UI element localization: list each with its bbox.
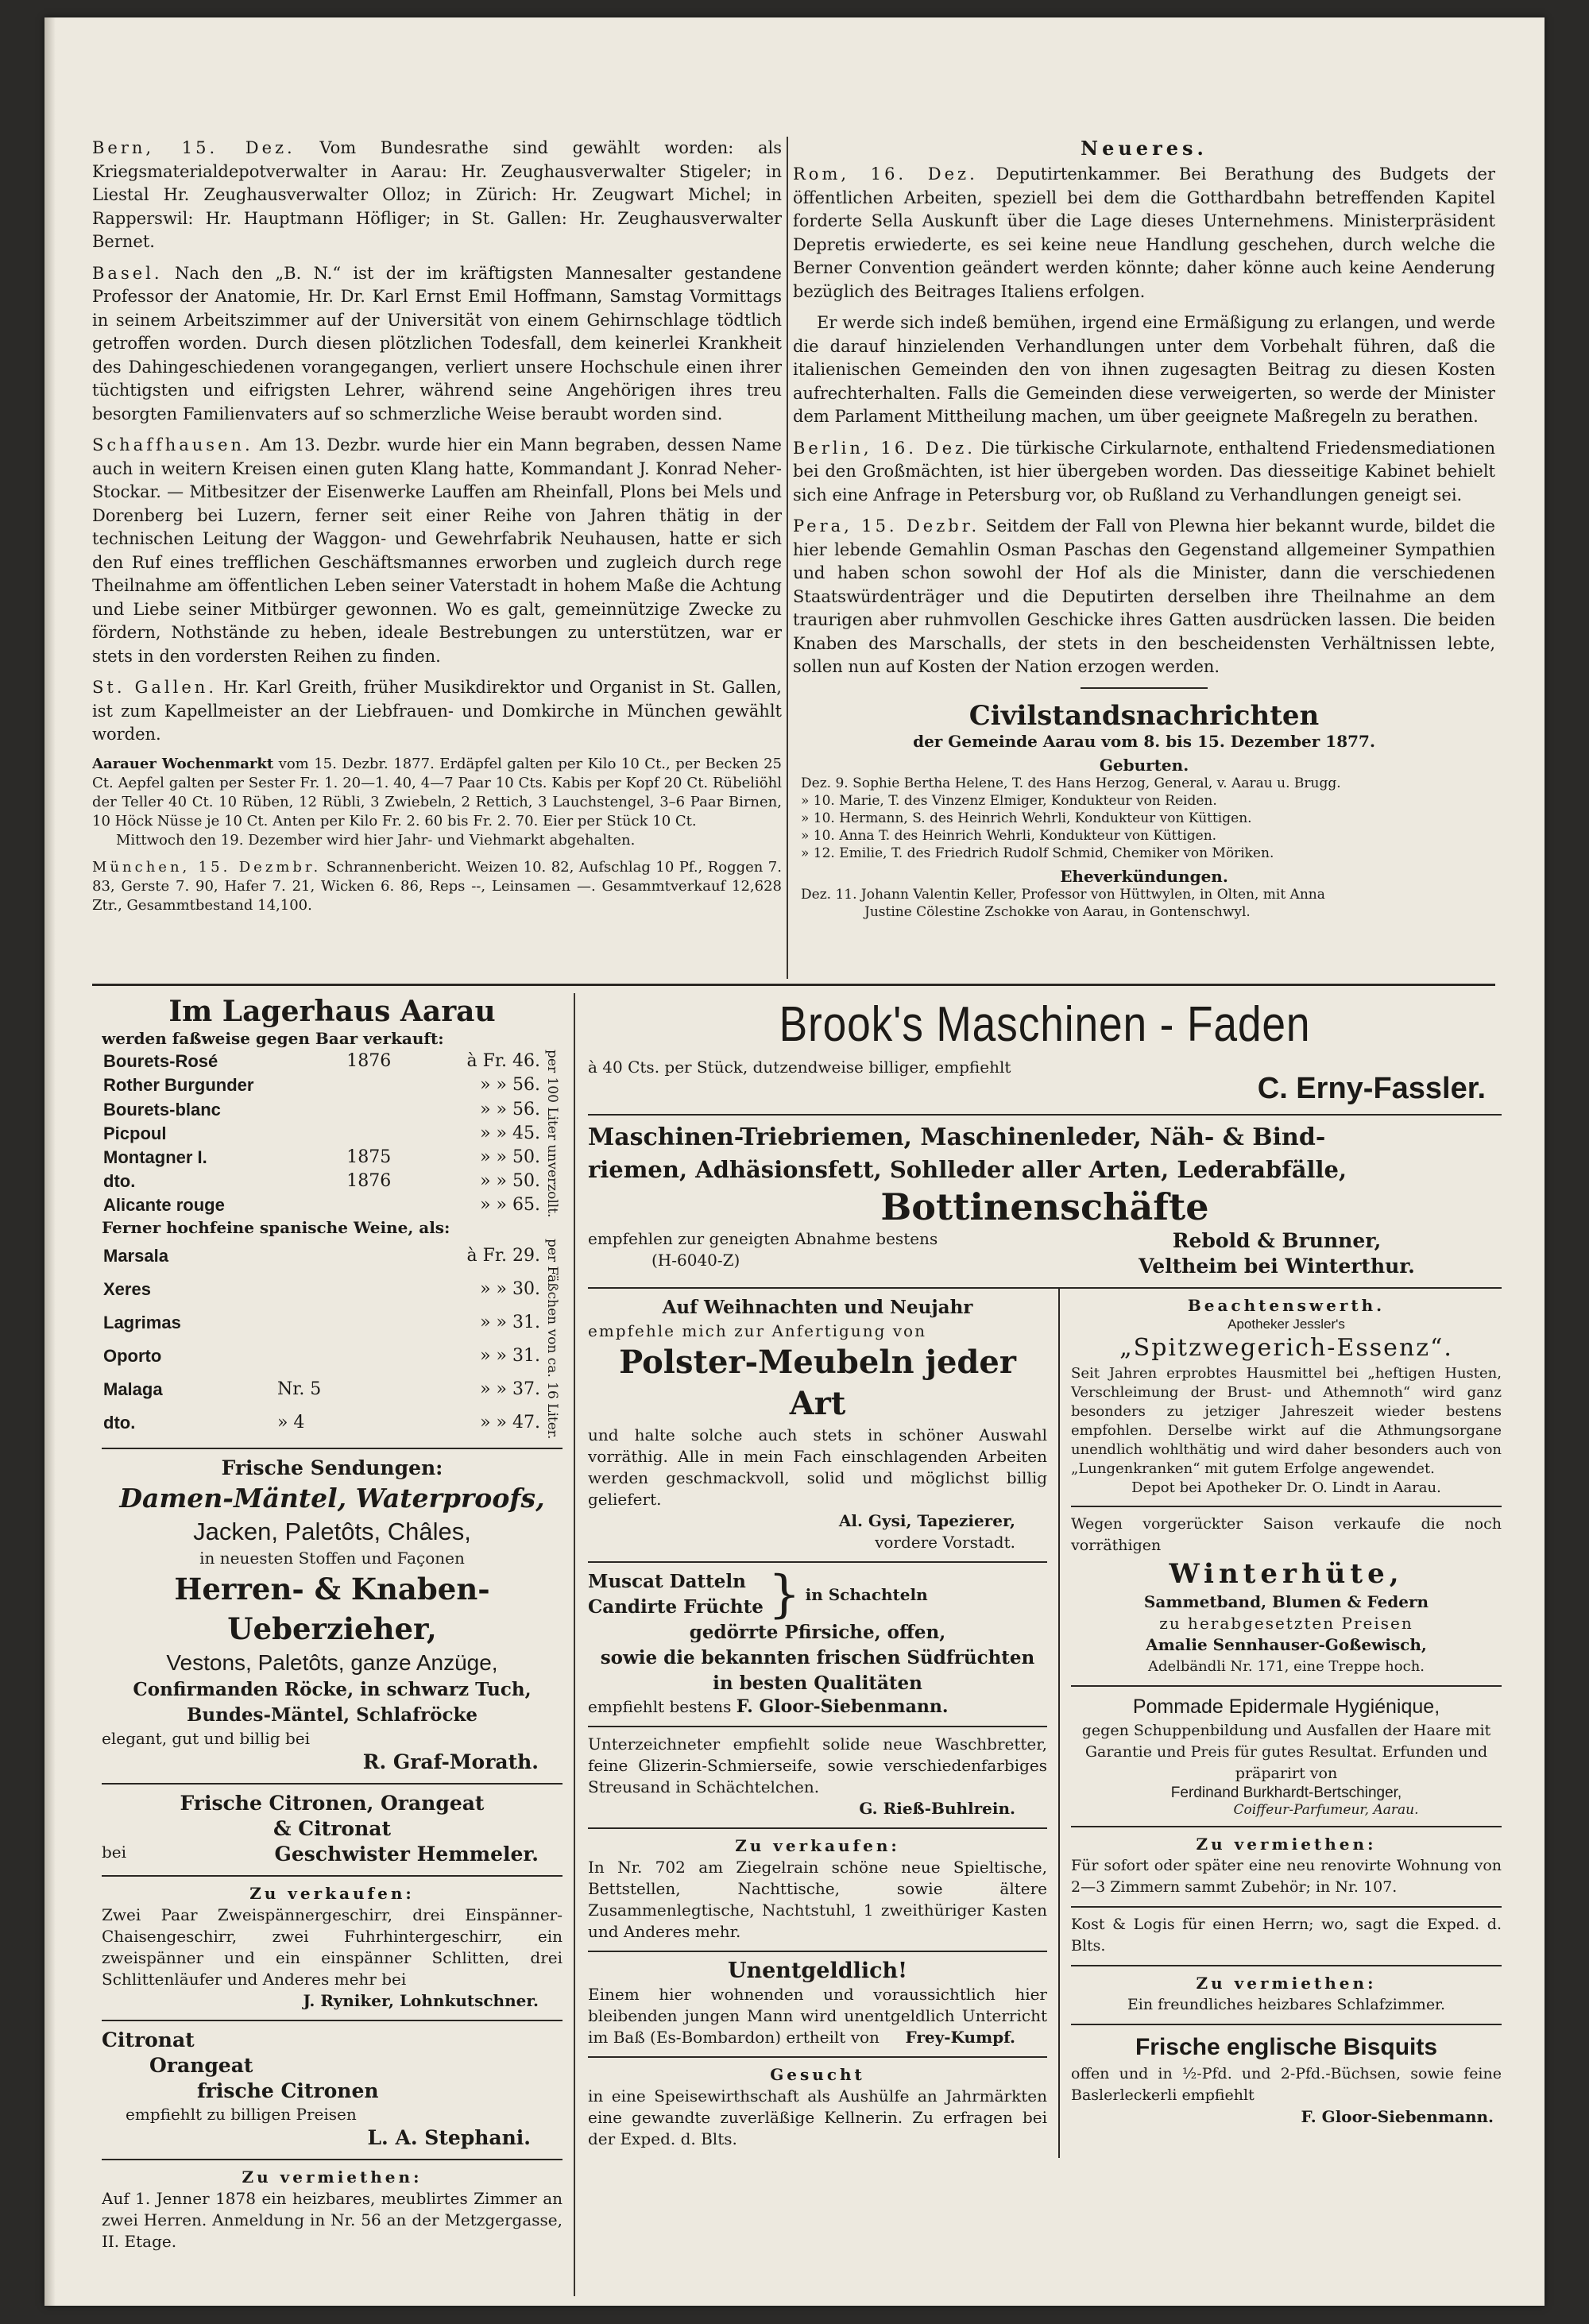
ad-frey-kumpf [588, 1952, 1047, 2058]
dateline: Bern, 15. Dez. [92, 138, 296, 157]
birth-entry: » 10. Anna T. des Heinrich Wehrli, Kondukteur von Küttigen. [801, 827, 1217, 844]
wine-row [102, 1170, 542, 1193]
wine-year: 1876 [346, 1171, 392, 1192]
wine-year [276, 1273, 377, 1306]
ad-graf-morath [102, 1449, 563, 1785]
column-rule [574, 993, 575, 2296]
ad-line: frische Citronen [197, 2078, 379, 2102]
news-item-rom [793, 163, 1495, 304]
news-text: Die türkische Cirkularnote, enthaltend Friedensmediationen bei den Großmächten, ist hier übergeben worden. Das diesseitige Kabinet behielt sich eine Anfrage in Petersburg vor, ob Rußland zu Verhandlungen geneigt sei. [793, 438, 1495, 505]
wine-year [345, 1122, 420, 1146]
ad-heading: Unentgeldlich! [727, 1959, 908, 1983]
wine-year [345, 1193, 420, 1217]
wine-note [542, 1239, 563, 1439]
news-text: Hr. Karl Greith, früher Musikdirektor und Organist in St. Gallen, ist zum Kapellmeister an der Liebfrauen- und Domkirche in München gewählt worden. [92, 678, 782, 744]
wine-price: » » 65. [480, 1195, 540, 1216]
ad-schlafzimmer [1071, 1966, 1502, 2025]
news-item-basel [92, 262, 782, 427]
news-item-bern [92, 137, 782, 254]
ad-line: Candirte Früchte [588, 1596, 764, 1618]
wine-row [102, 1373, 542, 1406]
ad-line: Vestons, Paletôts, ganze Anzüge, [166, 1649, 498, 1675]
marriage-entry: Dez. 11. Johann Valentin Keller, Professor von Hüttwylen, in Olten, mit Anna [801, 886, 1325, 903]
wine-price: » » 37. [480, 1379, 540, 1399]
wine-name: dto. [103, 1412, 136, 1433]
ad-title: Pommade Epidermale Hygiénique, [1132, 1696, 1440, 1718]
ad-text: Seit Jahren erprobtes Hausmittel bei „heftigen Husten, Verschleimung der Brust- und Athemnoth“ wird ganz besonders zu jetziger Jahreszeit wieder bestens empfohlen. Derselbe wirkt auf die Athmungsorgane unendlich wohlthätig und wird daher besonders auch von „Lungenkranken“ mit gutem Erfolge angewendet. [1071, 1365, 1502, 1477]
ad-text: Zwei Paar Zweispännergeschirr, drei Einspänner-Chaisengeschirr, zwei Fuhrhintergeschirr, ein zweispänner und ein einspänner Schlitten, drei Schlittenläufer und Anderes mehr bei [102, 1904, 563, 1989]
ad-column-left [102, 993, 563, 2296]
news-text: Vom Bundesrathe sind gewählt worden: als Kriegsmaterialdepotverwalter in Aarau: Hr. Zeughausverwalter Stigeler; in Liestal Hr. Zeughausverwalter Olloz; in Zürich: Hr. Zeugwart Michel; in Rapperswil: Hr. Hauptmann Höfliger; in St. Gallen: Hr. Zeughausverwalter Bernet. [92, 138, 782, 251]
wine-price: » » 50. [480, 1171, 540, 1192]
wine-price: » » 30. [480, 1278, 540, 1299]
wine-row [102, 1239, 542, 1272]
ad-heading: Zu verkaufen: [735, 1836, 900, 1855]
newspaper-page [44, 17, 1545, 2306]
wine-price: » » 31. [480, 1345, 540, 1366]
wine-price: » » 50. [480, 1147, 540, 1167]
wine-name: Malaga [103, 1379, 163, 1399]
ad-text: empfehlen zur geneigten Abnahme bestens [588, 1229, 938, 1248]
ad-heading: Frische Sendungen: [221, 1456, 443, 1479]
ad-text: in eine Speisewirthschaft als Aushülfe an Jahrmärkten eine gewandte zuverläßige Kellnerin. Zu erfragen bei der Exped. d. Blts. [588, 2086, 1047, 2148]
ad-signature: Amalie Sennhauser-Goßewisch, [1146, 1635, 1427, 1654]
ad-subtitle: Coiffeur-Parfumeur, Aarau. [1233, 1802, 1419, 1818]
birth-entry: Dez. 9. Sophie Bertha Helene, T. des Hans Herzog, General, v. Aarau u. Brugg. [801, 775, 1341, 791]
ad-word: bei [102, 1842, 127, 1862]
ad-text: offen und in ½-Pfd. und 2-Pfd.-Büchsen, sowie feine Baslerleckerli empfiehlt [1071, 2065, 1502, 2104]
note-text: per Fäßchen von ca. 16 Liter. [544, 1239, 560, 1440]
marriage-entry: Justine Cölestine Zschokke von Aarau, in Gontenschwyl. [864, 903, 1251, 920]
ad-signature: Al. Gysi, Tapezierer, [838, 1511, 1015, 1530]
wine-year [345, 1073, 420, 1097]
market-title: Aarauer Wochenmarkt [92, 755, 274, 772]
wine-year: 1876 [346, 1051, 392, 1072]
ad-title: Frische englische Bisquits [1135, 2034, 1438, 2060]
ad-signature: F. Gloor-Siebenmann. [1301, 2107, 1494, 2126]
ad-line: Orangeat [149, 2053, 253, 2077]
wine-name: Picpoul [103, 1123, 167, 1143]
ad-signature: Veltheim bei Winterthur. [1139, 1255, 1415, 1278]
wine-note [542, 1050, 563, 1217]
column-rule [1058, 1289, 1060, 2158]
birth-entry: » 12. Emilie, T. des Friedrich Rudolf Schmid, Chemiker von Möriken. [801, 845, 1274, 861]
ad-line: Herren- & Knaben-Ueberzieher, [174, 1571, 490, 1646]
ad-signature: R. Graf-Morath. [362, 1750, 539, 1773]
ad-lagerhaus [102, 993, 563, 1449]
wine-year: » 4 [276, 1412, 305, 1433]
wine-row [102, 1073, 542, 1097]
ad-subcolumn-right [1071, 1289, 1502, 2158]
ad-heading: Zu verkaufen: [249, 1883, 415, 1903]
ad-line: empfiehlt zu billigen Preisen [126, 2104, 357, 2124]
wine-row [102, 1122, 542, 1146]
dateline: Schaffhausen. [92, 435, 253, 454]
divider [1081, 687, 1208, 689]
ad-hemmeler [102, 1785, 563, 1877]
ad-heading: Zu vermiethen: [1196, 1835, 1377, 1854]
ad-heading: Gesucht [770, 2065, 865, 2084]
ad-intro: werden faßweise gegen Baar verkauft: [102, 1029, 444, 1048]
wine-year [276, 1306, 377, 1340]
ad-line: Muscat Datteln [588, 1571, 746, 1592]
ad-text: Kost & Logis für einen Herrn; wo, sagt die Exped. d. Blts. [1071, 1916, 1502, 1955]
section-divider [92, 984, 1495, 986]
ad-line: Jacken, Paletôts, Châles, [193, 1517, 471, 1545]
ad-text: und halte solche auch stets in schöner Auswahl vorräthig. Alle in mein Fach einschlagenden Arbeiten werden geschmackvoll, solid und möglichst billig geliefert. [588, 1425, 1047, 1509]
news-item-schaffhausen [92, 434, 782, 668]
ad-gesucht-kellnerin [588, 2058, 1047, 2158]
ad-sennhauser [1071, 1507, 1502, 1687]
ad-address: vordere Vorstadt. [875, 1533, 1015, 1552]
ad-text: Ein freundliches heizbares Schlafzimmer. [1127, 1996, 1446, 2013]
ad-signature: F. Gloor-Siebenmann. [736, 1696, 949, 1717]
spanish-wine-table [102, 1239, 542, 1439]
ad-signature-row [102, 1842, 563, 1867]
ad-heading: Auf Weihnachten und Neujahr [662, 1297, 973, 1318]
wine-name: Montagner I. [103, 1147, 207, 1167]
ad-text: Auf 1. Jenner 1878 ein heizbares, meublirtes Zimmer an zwei Herren. Anmeldung in Nr. 56 an der Metzgergasse, II. Etage. [102, 2188, 563, 2251]
wine-year: Nr. 5 [276, 1379, 322, 1399]
ad-jessler [1071, 1289, 1502, 1507]
ad-brook [588, 993, 1502, 1116]
ad-text: In Nr. 702 am Ziegelrain schöne neue Spieltische, Bettstellen, Nachttische, sowie ältere Zusammenlegtische, Nachtstuhl, 1 zweithüriger Kasten und Anderes mehr. [588, 1858, 1047, 1941]
market-text: vom 15. Dezbr. 1877. Erdäpfel galten per Kilo 10 Ct., per Becken 25 Ct. Aepfel galten per Sester Fr. 1. 20—1. 40, 4—7 Paar 10 Cts. Kabis per Kopf 20 Ct. Rübeliöhl der Teller 40 Ct. 10 Rüben, 12 Rübli, 3 Zwiebeln, 2 Rettich, 3 Lauchstengel, 3–6 Paar Birnen, 10 Höck Nüsse je 10 Ct. Anten per Kilo Fr. 2. 60 bis Fr. 2. 70. Eier per Stück 10 Ct. [92, 755, 782, 829]
ad-verkaufen-moebel [588, 1829, 1047, 1952]
ad-text: Einem hier wohnenden und voraussichtlich hier bleibenden jungen Mann wird unentgeldlich Unterricht im Baß (Es-Bombardon) ertheilt von [588, 1985, 1047, 2047]
ad-text: Wegen vorgerückter Saison verkaufe die noch vorräthigen [1071, 1515, 1502, 1554]
wine-price: » » 31. [480, 1312, 540, 1332]
news-column-left [92, 137, 782, 979]
ad-line: Damen-Mäntel, Waterproofs, [119, 1482, 545, 1514]
ad-subcolumn-left [588, 1289, 1047, 2158]
wine-year [276, 1239, 377, 1272]
ad-line: & Citronat [273, 1816, 391, 1840]
ad-intro: Ferner hochfeine spanische Weine, als: [102, 1218, 450, 1238]
wine-year: 1875 [346, 1147, 392, 1167]
ad-line: Bottinenschäfte [880, 1185, 1209, 1228]
wine-price-table [102, 1050, 542, 1217]
ad-line: Citronat [102, 2028, 195, 2051]
wine-name: Rother Burgunder [103, 1075, 254, 1096]
wine-row [102, 1193, 542, 1217]
market-report-aarau [92, 755, 782, 831]
ad-signature: C. Erny-Fassler. [1257, 1072, 1486, 1105]
market-note: Mittwoch den 19. Dezember wird hier Jahr- und Viehmarkt abgehalten. [116, 831, 636, 849]
ad-signature: Rebold & Brunner, [1172, 1229, 1382, 1252]
ad-rebold-brunner [588, 1116, 1502, 1289]
ad-text: gegen Schuppenbildung und Ausfallen der Haare mit Garantie und Preis für gutes Resultat. Erfunden und präparirt von [1081, 1722, 1491, 1782]
ad-line: gedörrte Pfirsiche, offen, [689, 1622, 946, 1643]
ad-signature: L. A. Stephani. [367, 2125, 531, 2149]
births-heading: Geburten. [1099, 755, 1189, 775]
section-heading: Neueres. [1081, 137, 1208, 160]
market-report-muenchen [92, 858, 782, 915]
ad-line: Bundes-Mäntel, Schlafröcke [186, 1703, 478, 1726]
wine-row [102, 1097, 542, 1121]
wine-row [102, 1306, 542, 1340]
note-text: per 100 Liter unverzollt. [544, 1050, 560, 1218]
wine-price: » » 45. [480, 1123, 540, 1143]
ad-title: Im Lagerhaus Aarau [168, 995, 496, 1028]
ad-line: in Schachteln [805, 1584, 928, 1604]
ad-line: Confirmanden Röcke, in schwarz Tuch, [133, 1678, 532, 1700]
ad-text: empfiehlt bestens [588, 1697, 732, 1716]
dateline: Pera, 15. Dezbr. [793, 516, 980, 536]
ad-code: (H-6040-Z) [651, 1251, 740, 1270]
dateline: München, 15. Dezmbr. [92, 858, 322, 876]
dateline: Rom, 16. Dez. [793, 164, 978, 184]
ad-title: Brook's Maschinen - Faden [779, 997, 1311, 1052]
ad-line: Frische Citronen, Orangeat [180, 1791, 485, 1815]
news-column-right [793, 137, 1495, 980]
wine-row [102, 1406, 542, 1440]
civil-register-title: Civilstandsnachrichten [968, 699, 1320, 732]
wine-name: Bourets-blanc [103, 1099, 221, 1119]
ad-signature-row [588, 1696, 1047, 1718]
wine-name: Bourets-Rosé [103, 1051, 218, 1072]
wine-price: » » 47. [480, 1412, 540, 1433]
ad-line: sowie die bekannten frischen Südfrüchten [600, 1647, 1035, 1669]
ad-text: Für sofort oder später eine neu renovirte Wohnung von 2—3 Zimmern sammt Zubehör; in Nr. 107. [1071, 1857, 1502, 1896]
ad-line: empfehle mich zur Anfertigung von [588, 1321, 926, 1340]
ad-title: Winterhüte, [1169, 1558, 1404, 1590]
news-text: Er werde sich indeß bemühen, irgend eine Ermäßigung zu erlangen, und werde die darauf hinzielenden Verhandlungen unter dem Vorbehalt führen, daß die italienischen Gemeinden den von ihnen zugesagten Beitrag zu diesen Kosten aufrechterhalten. Falls die Gemeinden diese verweigerten, so werde der Minister dem Parlament Mittheilung machen, um über geeignete Maßregeln zu berathen. [793, 313, 1495, 426]
ad-signature: Frey-Kumpf. [905, 2028, 1015, 2047]
ad-depot: Depot bei Apotheker Dr. O. Lindt in Aarau. [1131, 1479, 1441, 1496]
ad-heading: Zu vermiethen: [242, 2167, 423, 2187]
wine-name: dto. [103, 1171, 136, 1192]
dateline: Berlin, 16. Dez. [793, 438, 976, 458]
ad-line: Maschinen-Triebriemen, Maschinenleder, Näh- & Bind- [588, 1123, 1326, 1151]
ad-heading: Beachtenswerth. [1187, 1296, 1386, 1315]
ad-address: Adelbändli Nr. 171, eine Treppe hoch. [1147, 1658, 1425, 1675]
wine-price: » » 56. [480, 1099, 540, 1119]
birth-entry: » 10. Marie, T. des Vinzenz Elmiger, Kondukteur von Reiden. [801, 792, 1217, 809]
ad-line: Polster-Meubeln jeder Art [619, 1344, 1016, 1422]
ad-riess [588, 1727, 1047, 1829]
news-item-rom-cont [793, 311, 1495, 429]
wine-price: à Fr. 46. [466, 1051, 540, 1072]
news-item-st-gallen [92, 676, 782, 747]
ad-gysi [588, 1289, 1047, 1563]
ad-wohnung [1071, 1827, 1502, 1908]
wine-price: à Fr. 29. [466, 1245, 540, 1266]
ad-line: elegant, gut und billig bei [102, 1728, 311, 1748]
ad-zimmer-left [102, 2160, 563, 2260]
wine-name: Oporto [103, 1345, 162, 1366]
ad-column-right [588, 993, 1502, 2296]
ad-title: „Spitzwegerich-Essenz“. [1119, 1334, 1453, 1362]
marriages-heading: Eheverkündungen. [1060, 866, 1228, 886]
ad-text: Unterzeichneter empfiehlt solide neue Waschbretter, feine Glizerin-Schmierseife, sowie verschiedenfarbiges Streusand in Schächtelchen. [588, 1734, 1047, 1796]
wine-price: » » 56. [480, 1075, 540, 1096]
ad-gloor-suedfruechte [588, 1563, 1047, 1727]
dateline: Basel. [92, 263, 163, 283]
news-text: Seitdem der Fall von Plewna hier bekannt wurde, bildet die hier lebende Gemahlin Osman Paschas den Gegenstand allgemeiner Sympathien und haben schon sowohl der Hof als die Minister, dann die verschiedenen Staatswürdenträger und die Deputirten derselben ihre Theilnahme an dem traurigen aber ruhmvollen Geschicke ihres Gatten ausdrücken lassen. Die beiden Knaben des Marschalls, der stets in den bescheidensten Verhältnissen lebte, sollen nun auf Kosten der Nation erzogen werden. [793, 516, 1495, 676]
wine-row [102, 1146, 542, 1170]
news-text: Deputirtenkammer. Bei Berathung des Budgets der öffentlichen Arbeiten, speziell bei dem die Gotthardbahn betreffenden Kapitel forderte Sella Auskunft über die Lage dieses Unternehmens. Ministerpräsident Depretis erwiederte, es sei keine neue Handlung geschehen, durch welche die Berner Convention geändert werden könnte; daher könne auch keine Aenderung bezüglich des Beitrages Italiens erfolgen. [793, 164, 1495, 301]
wine-year [276, 1340, 377, 1373]
birth-entry: » 10. Hermann, S. des Heinrich Wehrli, Kondukteur von Küttigen. [801, 810, 1252, 826]
news-item-berlin [793, 437, 1495, 508]
wine-year [345, 1097, 420, 1121]
ad-stephani [102, 2021, 563, 2160]
wine-name: Lagrimas [103, 1312, 181, 1332]
news-item-pera [793, 515, 1495, 679]
wine-row [102, 1340, 542, 1373]
ad-signature: Geschwister Hemmeler. [274, 1842, 539, 1866]
wine-name: Marsala [103, 1245, 168, 1266]
ad-heading: Zu vermiethen: [1196, 1974, 1377, 1993]
civil-register-subtitle: der Gemeinde Aarau vom 8. bis 15. Dezember 1877. [913, 731, 1375, 751]
news-text: Am 13. Dezbr. wurde hier ein Mann begraben, dessen Name auch in weitern Kreisen einen guten Klang hatte, Kommandant J. Konrad Neher-Stockar. — Mitbesitzer der Eisenwerke Lauffen am Rheinfall, Plons bei Mels und Dorenberg bei Luzern, ferner seit einer Reihe von Jahren thätig in der technischen Leitung der Waggon- und Gewehrfabrik Neuhausen, hatte er sich den Ruf eines trefflichen Geschäftsmannes erworben und zugleich durch rege Theilnahme am öffentlichen Leben seiner Vaterstadt in hohem Maße die Achtung und Liebe seiner Mitbürger gewonnen. Wo es galt, gemeinnützige Zwecke zu fördern, Nothstände zu heben, ideale Bestrebungen zu unterstützen, war er stets in den vordersten Reihen zu finden. [92, 435, 782, 666]
column-rule [787, 137, 788, 979]
wine-row [102, 1273, 542, 1306]
wine-name: Alicante rouge [103, 1195, 225, 1216]
wine-row [102, 1050, 542, 1073]
ad-signature: G. Rieß-Buhlrein. [859, 1799, 1015, 1818]
ad-kost-logis [1071, 1908, 1502, 1966]
ad-signature: Ferdinand Burkhardt-Bertschinger, [1170, 1785, 1402, 1801]
ad-ryniker [102, 1877, 563, 2021]
ad-pommade [1071, 1687, 1502, 1827]
ad-text: à 40 Cts. per Stück, dutzendweise billiger, empfiehlt [588, 1058, 1011, 1077]
wine-name: Xeres [103, 1278, 151, 1299]
ad-line: Sammetband, Blumen & Federn [1143, 1592, 1429, 1611]
ad-line: in neuesten Stoffen und Façonen [199, 1548, 465, 1568]
ad-gloor-bisquits [1071, 2025, 1502, 2136]
ad-signature: J. Ryniker, Lohnkutschner. [303, 1990, 539, 2010]
page-binding-shadow [44, 17, 56, 2306]
ad-subheading: Apotheker Jessler's [1228, 1317, 1345, 1332]
ad-split-region [588, 1289, 1502, 2158]
ad-line: riemen, Adhäsionsfett, Sohlleder aller Arten, Lederabfälle, [588, 1156, 1347, 1183]
ad-line: zu herabgesetzten Preisen [1159, 1614, 1413, 1633]
market-text: Schrannenbericht. Weizen 10. 82, Aufschlag 10 Pf., Roggen 7. 83, Gerste 7. 90, Hafer 7. 21, Wicken 6. 86, Reps --, Leinsamen —. Gesammtverkauf 12,628 Ztr., Gesammtbestand 14,100. [92, 858, 782, 914]
dateline: St. Gallen. [92, 678, 217, 697]
news-text: Nach den „B. N.“ ist der im kräftigsten Mannesalter gestandene Professor der Anatomie, Hr. Dr. Karl Ernst Emil Hoffmann, Samstag Vormittags in seinem Arbeitszimmer auf der Universität von einem Gehirnschlage tödtlich getroffen worden. Durch diesen plötzlichen Todesfall, dem keinerlei Krankheit des Dahingeschiedenen vorangegangen, verliert unsere Hochschule einen ihrer tüchtigsten und eifrigsten Lehrer, während seine Angehörigen ihres treu besorgten Familienvaters auf so schmerzliche Weise beraubt worden sind. [92, 263, 782, 423]
brace: } [767, 1565, 801, 1624]
ad-line: in besten Qualitäten [713, 1672, 922, 1694]
